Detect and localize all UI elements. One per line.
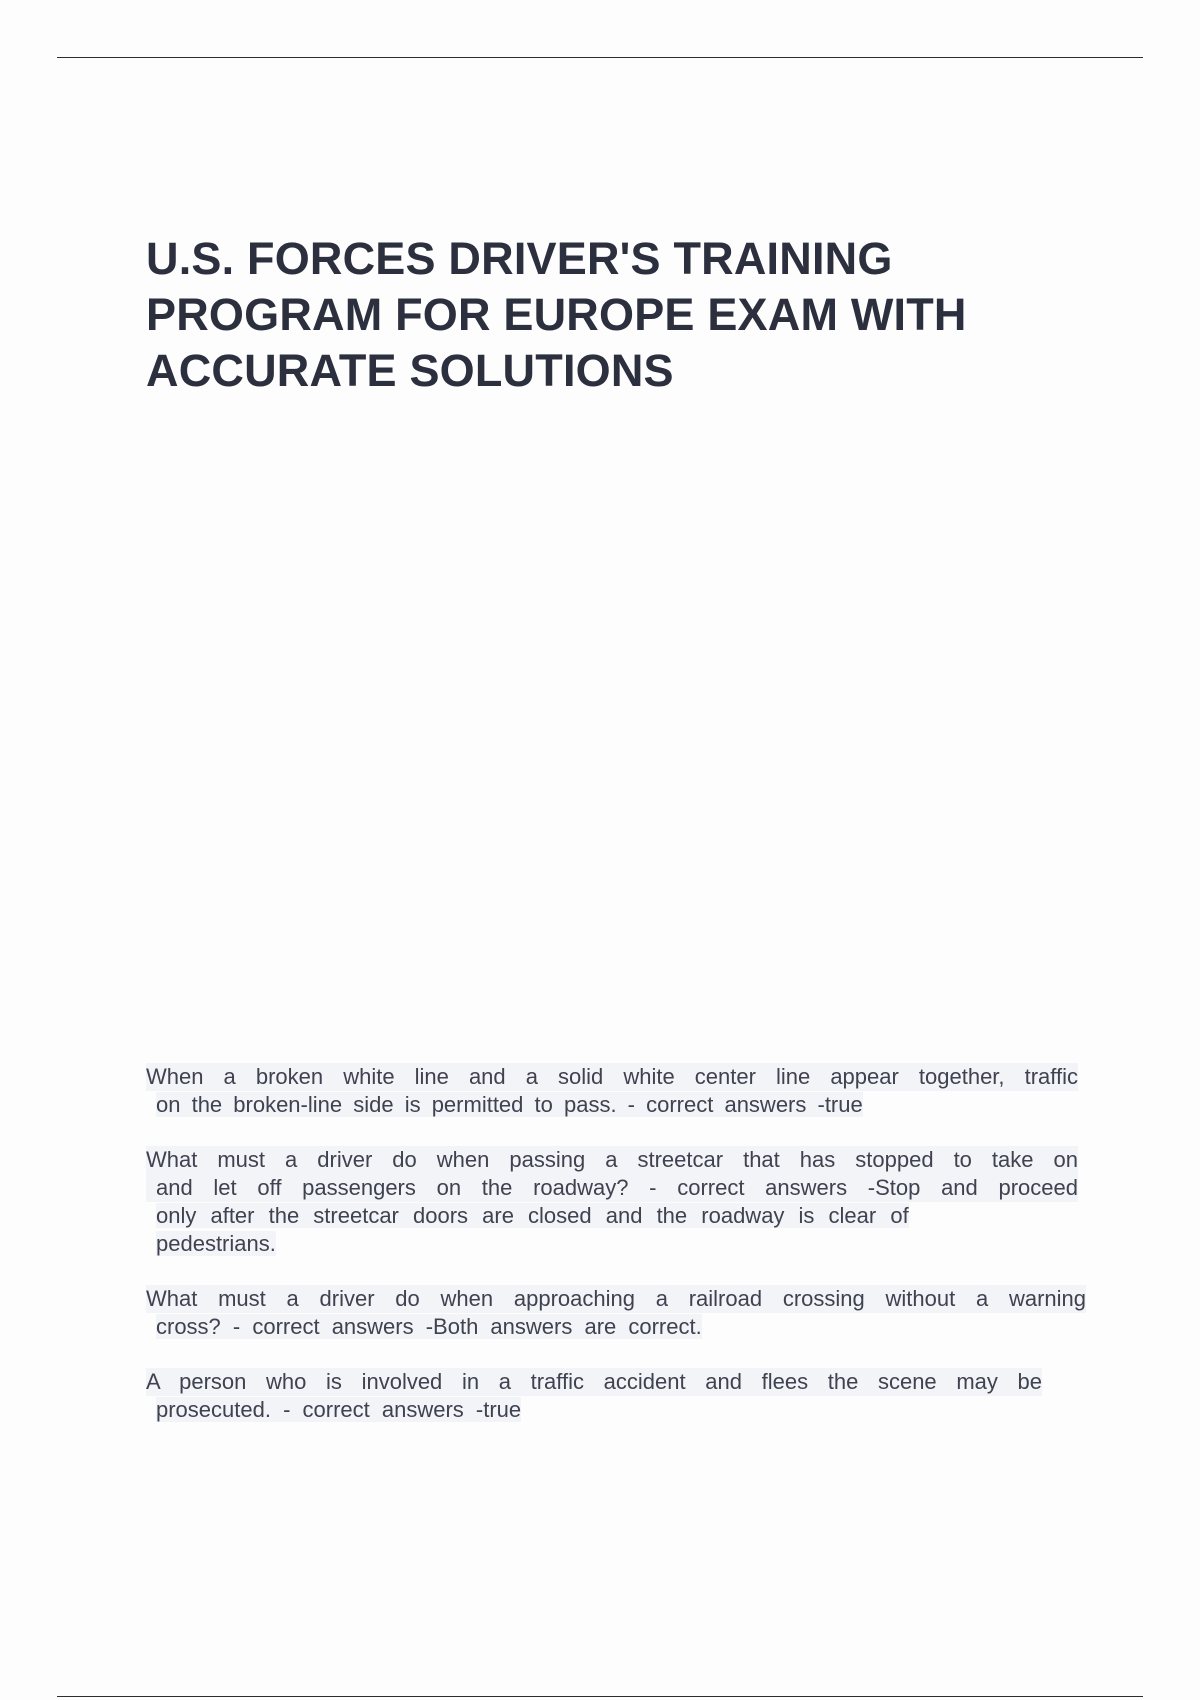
top-divider: [57, 57, 1143, 58]
qa-line: When a broken white line and a solid white center line appear together, traffic: [146, 1064, 1078, 1089]
question-answer-item: [146, 1368, 1042, 1424]
qa-line: cross? - correct answers -Both answers are correct.: [156, 1314, 702, 1339]
question-answer-item: [146, 1146, 1078, 1258]
qa-line: prosecuted. - correct answers -true: [156, 1397, 522, 1422]
qa-line: only after the streetcar doors are closed and the roadway is clear of: [156, 1203, 909, 1228]
qa-line: What must a driver do when approaching a railroad crossing without a warning: [146, 1286, 1086, 1311]
title-line: U.S. FORCES DRIVER'S TRAINING: [146, 233, 893, 284]
question-answer-list: [146, 1063, 1086, 1451]
question-answer-item: [146, 1063, 1078, 1119]
question-answer-item: [146, 1285, 1086, 1341]
qa-line: on the broken-line side is permitted to pass. - correct answers -true: [156, 1092, 863, 1117]
bottom-divider: [57, 1696, 1143, 1697]
qa-line: pedestrians.: [156, 1231, 276, 1256]
qa-line: and let off passengers on the roadway? - correct answers -Stop and proceed: [146, 1174, 1078, 1202]
qa-line: What must a driver do when passing a streetcar that has stopped to take on: [146, 1147, 1078, 1172]
title-line: ACCURATE SOLUTIONS: [146, 345, 674, 396]
qa-line: A person who is involved in a traffic accident and flees the scene may be: [146, 1369, 1042, 1394]
title-line: PROGRAM FOR EUROPE EXAM WITH: [146, 289, 967, 340]
document-title: [146, 231, 1086, 399]
